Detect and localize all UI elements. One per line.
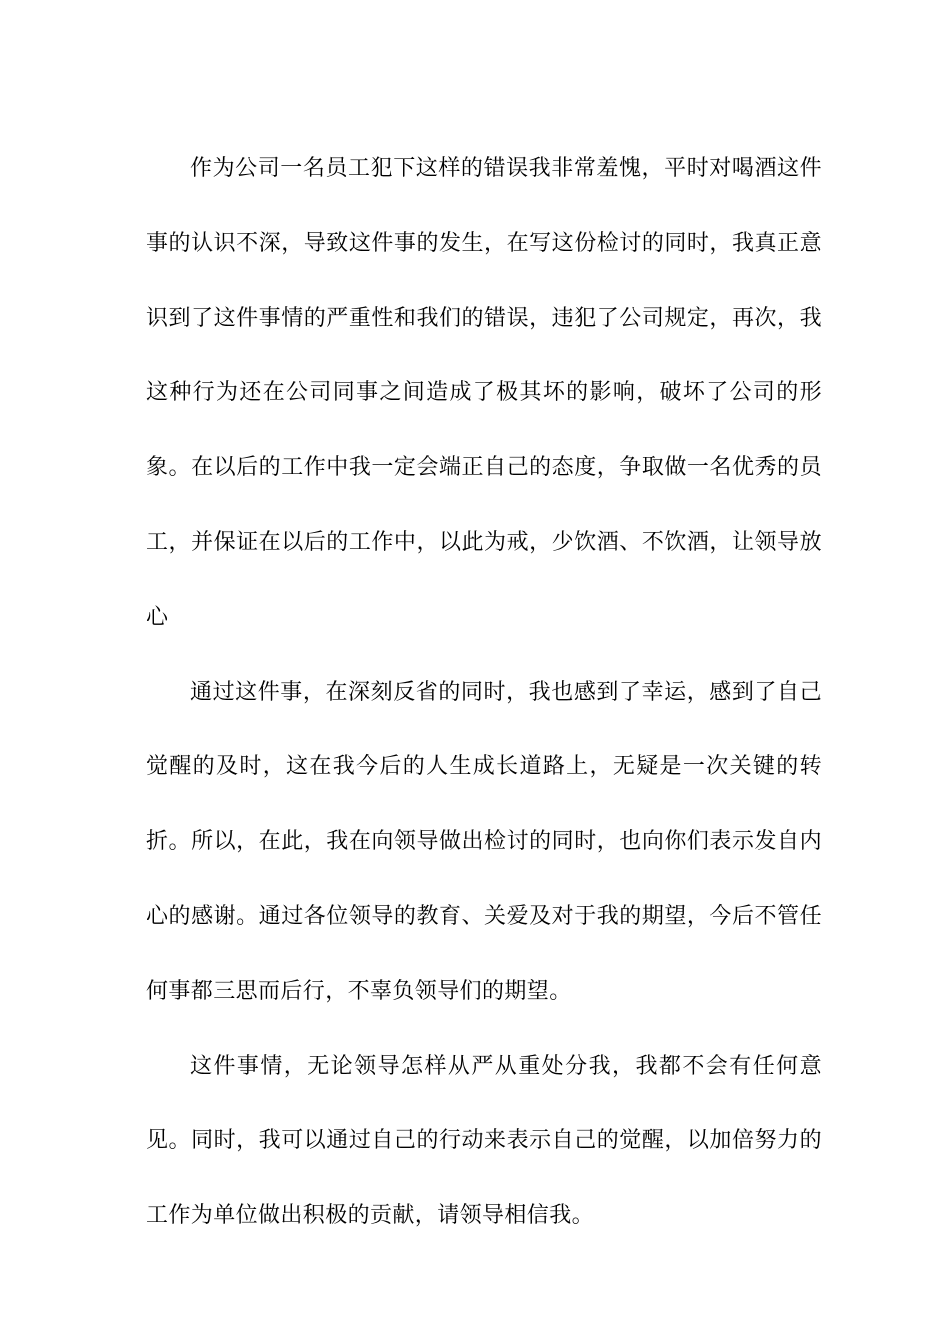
document-body	[146, 132, 822, 1254]
paragraph-2: 通过这件事，在深刻反省的同时，我也感到了幸运，感到了自己觉醒的及时，这在我今后的人生成长道路上，无疑是一次关键的转折。所以，在此，我在向领导做出检讨的同时，也向你们表示发自内心的感谢。通过各位领导的教育、关爱及对于我的期望，今后不管任何事都三思而后行，不辜负领导们的期望。	[146, 679, 822, 1004]
paragraph-3: 这件事情，无论领导怎样从严从重处分我，我都不会有任何意见。同时，我可以通过自己的行动来表示自己的觉醒，以加倍努力的工作为单位做出积极的贡献，请领导相信我。	[146, 1053, 822, 1229]
paragraph-1: 作为公司一名员工犯下这样的错误我非常羞愧，平时对喝酒这件事的认识不深，导致这件事的发生，在写这份检讨的同时，我真正意识到了这件事情的严重性和我们的错误，违犯了公司规定，再次，我这种行为还在公司同事之间造成了极其坏的影响，破坏了公司的形象。在以后的工作中我一定会端正自己的态度，争取做一名优秀的员工，并保证在以后的工作中，以此为戒，少饮酒、不饮酒，让领导放心	[146, 156, 822, 630]
